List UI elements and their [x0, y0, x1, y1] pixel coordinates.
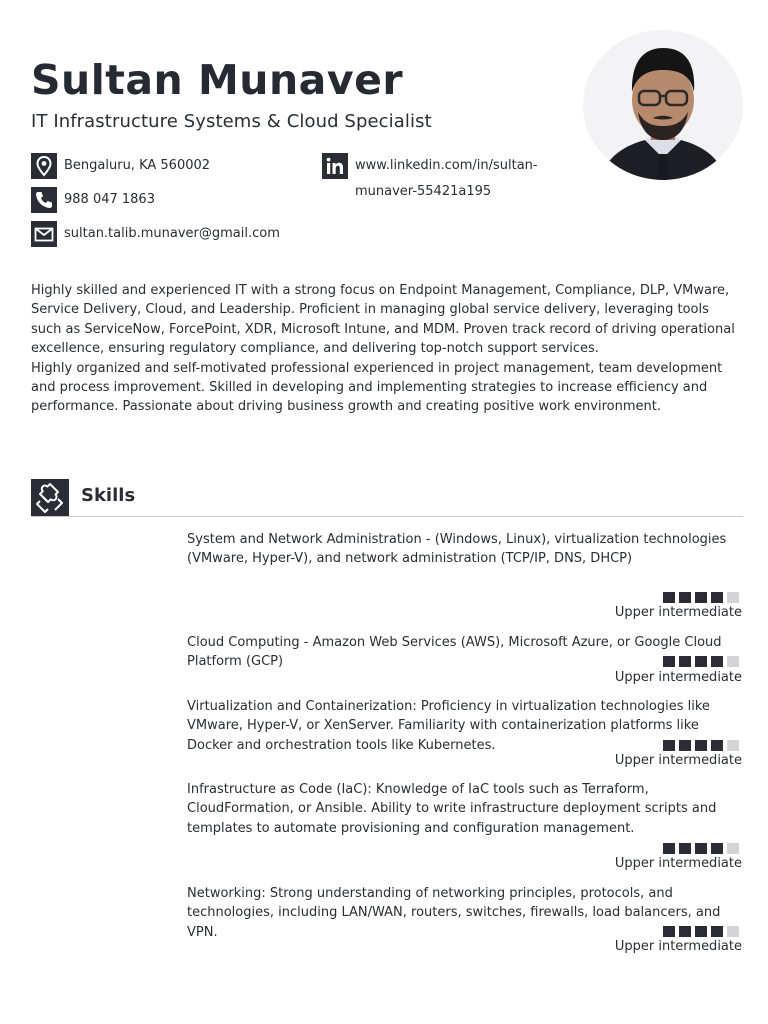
rating-square-empty — [727, 843, 739, 854]
rating-square-filled — [711, 740, 723, 751]
profile-summary — [31, 281, 743, 417]
puzzle-icon — [31, 479, 69, 516]
skill-level: Upper intermediate — [614, 939, 742, 954]
skills-heading: Skills — [81, 485, 136, 506]
phone-icon — [31, 187, 57, 213]
skill-rating — [663, 740, 739, 751]
rating-square-empty — [727, 592, 739, 603]
rating-square-empty — [727, 656, 739, 667]
linkedin-icon — [322, 153, 348, 179]
summary-paragraph: Highly organized and self-motivated professional experienced in project management, team development and process improvement. Skilled in developing and implementing strategies to increase efficiency and performance. Passionate about driving business growth and creating positive work environment. — [31, 360, 723, 415]
rating-square-filled — [679, 740, 691, 751]
skill-description: Virtualization and Containerization: Proficiency in virtualization technologies like VMware, Hyper-V, or XenServer. Familiarity with containerization platforms like Docker and orchestration tools like Kubernetes. — [187, 699, 710, 753]
job-title: IT Infrastructure Systems & Cloud Specialist — [31, 111, 432, 132]
rating-square-filled — [663, 843, 675, 854]
summary-paragraph: Highly skilled and experienced IT with a strong focus on Endpoint Management, Compliance, DLP, VMware, Service Delivery, Cloud, and Leadership. Proficient in managing global service delivery, leveraging tools such as ServiceNow, ForcePoint, XDR, Microsoft Intune, and MDM. Proven track record of driving operational excellence, ensuring regulatory compliance, and delivering top-notch support services. — [31, 283, 735, 357]
profile-photo — [583, 30, 743, 180]
skill-rating — [663, 843, 739, 854]
rating-square-filled — [663, 740, 675, 751]
section-divider — [31, 516, 743, 517]
rating-square-filled — [695, 740, 707, 751]
skill-level: Upper intermediate — [614, 753, 742, 768]
skill-level: Upper intermediate — [614, 670, 742, 685]
rating-square-filled — [663, 656, 675, 667]
rating-square-filled — [711, 592, 723, 603]
rating-square-filled — [711, 843, 723, 854]
contact-phone[interactable]: 988 047 1863 — [64, 192, 155, 207]
contact-email[interactable]: sultan.talib.munaver@gmail.com — [64, 226, 280, 241]
contact-linkedin[interactable] — [355, 153, 538, 205]
skill-description: Infrastructure as Code (IaC): Knowledge of IaC tools such as Terraform, CloudFormation, or Ansible. Ability to write infrastructure deployment scripts and templates to automate provisioning and configuration management. — [187, 782, 717, 836]
rating-square-filled — [711, 926, 723, 937]
skill-description: Cloud Computing - Amazon Web Services (AWS), Microsoft Azure, or Google Cloud Platform (GCP) — [187, 635, 722, 670]
location-pin-icon — [31, 153, 57, 179]
linkedin-url-line2[interactable]: munaver-55421a195 — [355, 184, 492, 199]
rating-square-filled — [679, 656, 691, 667]
skill-description: Networking: Strong understanding of networking principles, protocols, and technologies, including LAN/WAN, routers, switches, firewalls, load balancers, and VPN. — [187, 886, 721, 940]
envelope-icon — [31, 221, 57, 247]
rating-square-filled — [663, 592, 675, 603]
rating-square-filled — [679, 926, 691, 937]
skill-level: Upper intermediate — [614, 605, 742, 620]
skill-description: System and Network Administration - (Windows, Linux), virtualization technologies (VMware, Hyper-V), and network administration (TCP/IP, DNS, DHCP) — [187, 532, 727, 567]
skill-rating — [663, 592, 739, 603]
rating-square-filled — [695, 843, 707, 854]
skill-rating — [663, 926, 739, 937]
rating-square-filled — [695, 656, 707, 667]
skill-level: Upper intermediate — [614, 856, 742, 871]
candidate-name: Sultan Munaver — [31, 56, 404, 104]
rating-square-empty — [727, 740, 739, 751]
rating-square-filled — [695, 926, 707, 937]
linkedin-url-line1[interactable]: www.linkedin.com/in/sultan- — [355, 158, 538, 173]
rating-square-filled — [663, 926, 675, 937]
rating-square-empty — [727, 926, 739, 937]
skill-rating — [663, 656, 739, 667]
contact-location: Bengaluru, KA 560002 — [64, 158, 211, 173]
rating-square-filled — [695, 592, 707, 603]
rating-square-filled — [679, 843, 691, 854]
rating-square-filled — [711, 656, 723, 667]
rating-square-filled — [679, 592, 691, 603]
